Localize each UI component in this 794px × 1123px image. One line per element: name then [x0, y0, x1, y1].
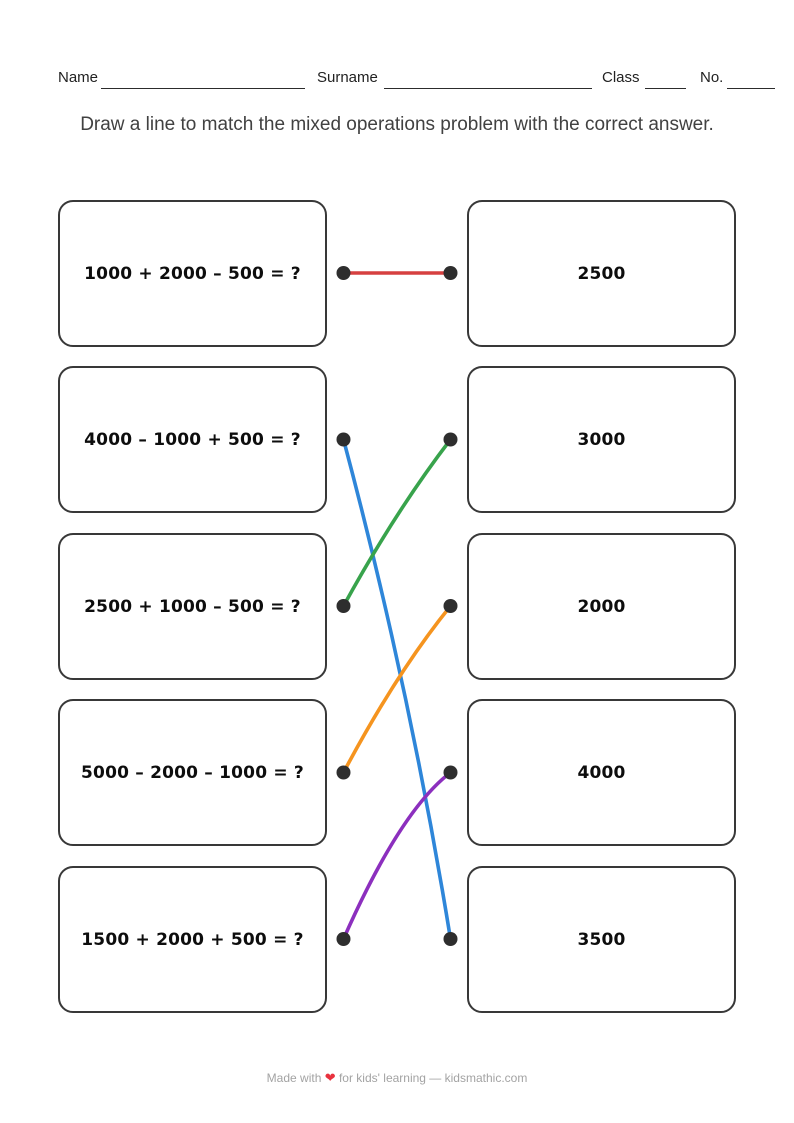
- answer-text: 3500: [577, 929, 626, 950]
- connector-dot-right-2[interactable]: [444, 433, 458, 447]
- no-label: No.: [700, 69, 724, 86]
- connection-line-green: [344, 440, 451, 607]
- connector-dot-right-1[interactable]: [444, 266, 458, 280]
- answer-text: 2500: [577, 263, 626, 284]
- problem-text: 2500 + 1000 – 500 = ?: [84, 596, 301, 617]
- problem-card-4[interactable]: [58, 699, 327, 846]
- connector-dot-right-3[interactable]: [444, 599, 458, 613]
- problem-card-1[interactable]: [58, 200, 327, 347]
- connector-dot-left-3[interactable]: [337, 599, 351, 613]
- connector-dot-left-1[interactable]: [337, 266, 351, 280]
- name-label: Name: [58, 69, 99, 86]
- answer-card-5[interactable]: [467, 866, 736, 1013]
- footer-text-after: for kids' learning — kidsmathic.com: [338, 1071, 528, 1085]
- problem-text: 5000 – 2000 – 1000 = ?: [81, 762, 304, 783]
- footer-credit: [0, 1070, 794, 1086]
- connector-dot-right-5[interactable]: [444, 932, 458, 946]
- connector-dot-left-5[interactable]: [337, 932, 351, 946]
- answer-card-3[interactable]: [467, 533, 736, 680]
- problem-text: 4000 – 1000 + 500 = ?: [84, 429, 301, 450]
- problem-text: 1000 + 2000 – 500 = ?: [84, 263, 301, 284]
- problem-card-2[interactable]: [58, 366, 327, 513]
- problem-card-5[interactable]: [58, 866, 327, 1013]
- answer-card-2[interactable]: [467, 366, 736, 513]
- class-label: Class: [602, 69, 640, 86]
- answer-card-4[interactable]: [467, 699, 736, 846]
- answer-text: 4000: [577, 762, 626, 783]
- heart-icon: ❤: [324, 1070, 336, 1085]
- footer-text-before: Made with: [266, 1071, 322, 1085]
- problem-card-3[interactable]: [58, 533, 327, 680]
- surname-label: Surname: [317, 69, 378, 86]
- answer-card-1[interactable]: [467, 200, 736, 347]
- problem-text: 1500 + 2000 + 500 = ?: [81, 929, 304, 950]
- answer-text: 2000: [577, 596, 626, 617]
- connector-dot-left-2[interactable]: [337, 433, 351, 447]
- connection-line-purple: [344, 773, 451, 940]
- connection-line-orange: [344, 606, 451, 773]
- answer-text: 3000: [577, 429, 626, 450]
- connector-dot-right-4[interactable]: [444, 766, 458, 780]
- instructions-title: Draw a line to match the mixed operations problem with the correct answer.: [80, 114, 714, 135]
- connector-dot-left-4[interactable]: [337, 766, 351, 780]
